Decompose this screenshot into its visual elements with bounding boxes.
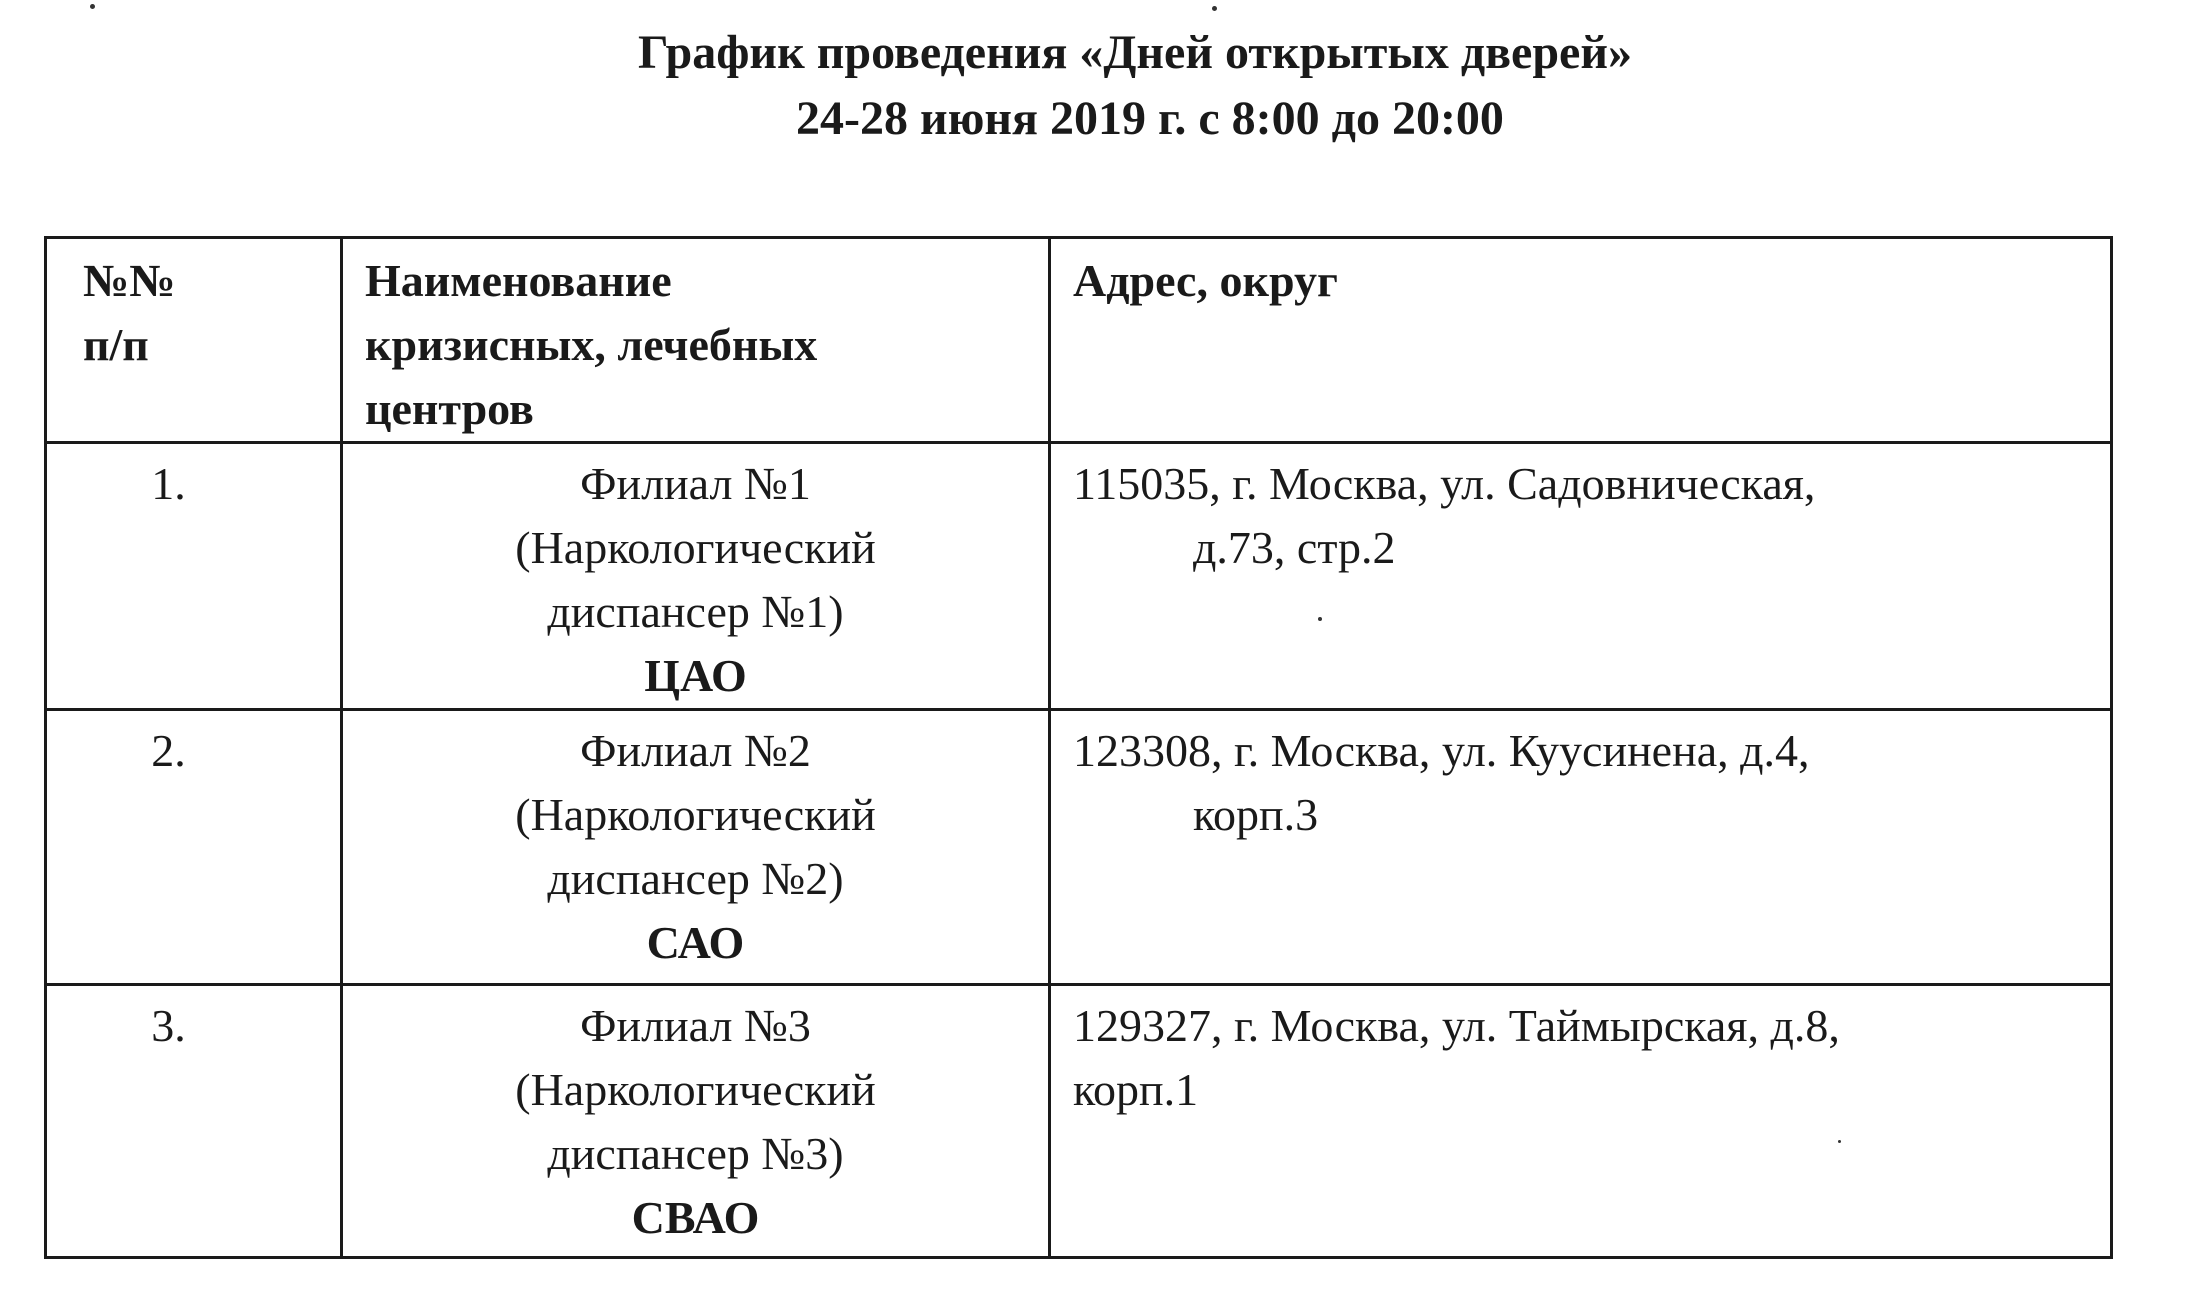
table-header-row <box>46 238 2112 443</box>
center-name-line-3: диспансер №2) <box>547 853 844 904</box>
center-name <box>342 443 1050 710</box>
row-number: 3. <box>46 985 342 1258</box>
center-name <box>342 985 1050 1258</box>
row-number: 2. <box>46 710 342 985</box>
address-line-1: 129327, г. Москва, ул. Таймырская, д.8, <box>1073 1000 1840 1051</box>
table-row <box>46 985 2112 1258</box>
title-line-1: График проведения «Дней открытых дверей» <box>638 26 1632 79</box>
header-name-line-3: центров <box>365 383 534 434</box>
district: СВАО <box>631 1192 760 1243</box>
center-name-line-1: Филиал №2 <box>580 725 811 776</box>
center-name <box>342 710 1050 985</box>
schedule-table <box>44 236 2113 1259</box>
center-address <box>1050 985 2112 1258</box>
table-row <box>46 710 2112 985</box>
scan-speck <box>90 4 95 9</box>
header-name-line-2: кризисных, лечебных <box>365 319 818 370</box>
district: САО <box>646 917 745 968</box>
address-line-1: 123308, г. Москва, ул. Куусинена, д.4, <box>1073 725 1810 776</box>
header-name <box>342 238 1050 443</box>
document-title <box>0 20 2200 152</box>
scan-speck <box>1838 1140 1841 1143</box>
center-name-line-2: (Наркологический <box>515 522 876 573</box>
scan-speck <box>1212 6 1217 11</box>
table-row <box>46 443 2112 710</box>
address-line-1: 115035, г. Москва, ул. Садовническая, <box>1073 458 1816 509</box>
center-name-line-1: Филиал №1 <box>580 458 811 509</box>
header-number <box>46 238 342 443</box>
header-address: Адрес, округ <box>1050 238 2112 443</box>
address-line-2: д.73, стр.2 <box>1193 522 1396 573</box>
address-line-2: корп.3 <box>1193 789 1319 840</box>
center-name-line-1: Филиал №3 <box>580 1000 811 1051</box>
center-address <box>1050 710 2112 985</box>
address-line-2: корп.1 <box>1073 1064 1199 1115</box>
center-name-line-3: диспансер №3) <box>547 1128 844 1179</box>
title-line-2: 24-28 июня 2019 г. с 8:00 до 20:00 <box>796 92 1504 145</box>
center-address <box>1050 443 2112 710</box>
scan-speck <box>1318 617 1322 621</box>
header-number-line-1: №№ <box>83 255 176 306</box>
center-name-line-2: (Наркологический <box>515 789 876 840</box>
center-name-line-3: диспансер №1) <box>547 586 844 637</box>
district: ЦАО <box>644 650 747 701</box>
header-number-line-2: п/п <box>83 319 149 370</box>
row-number: 1. <box>46 443 342 710</box>
center-name-line-2: (Наркологический <box>515 1064 876 1115</box>
header-name-line-1: Наименование <box>365 255 672 306</box>
